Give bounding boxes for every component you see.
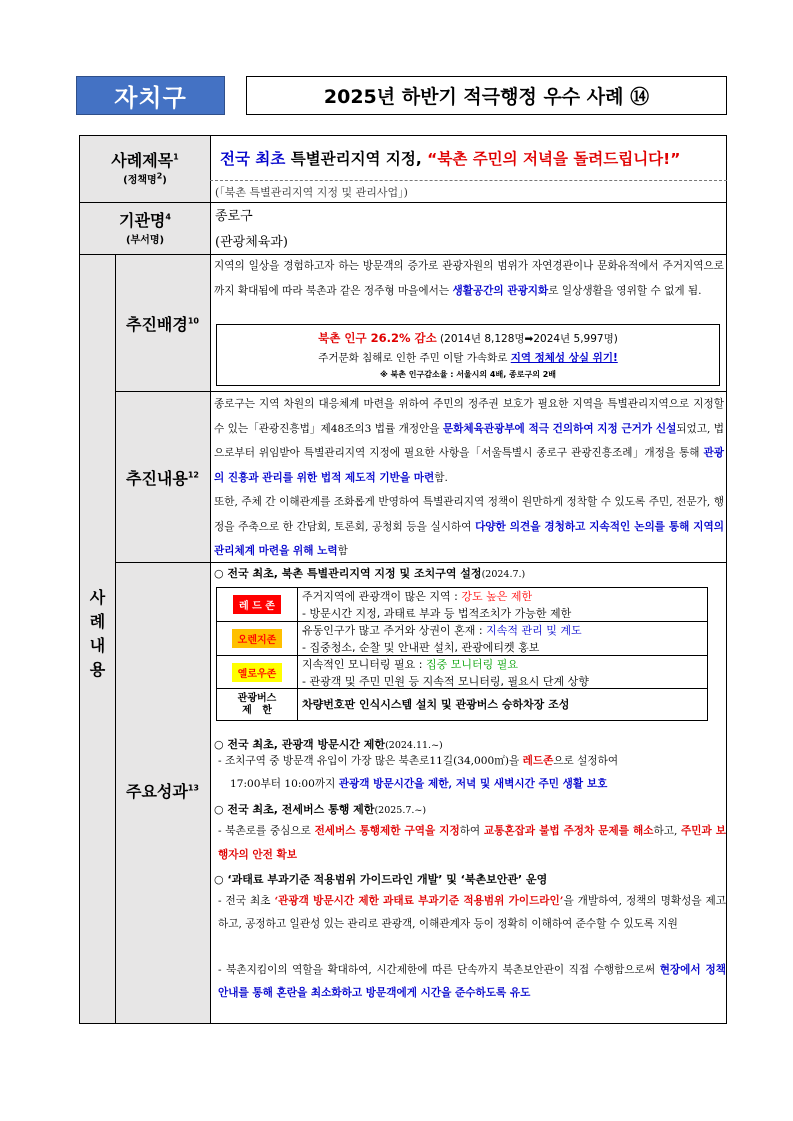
department-name: (관광체육과) [215,235,288,250]
result-text-4a: - 전국 최초 ‘관광객 방문시간 제한 과태료 부과기준 적용범위 가이드라인’을 개발하여, 정책의 명확성을 제고하고, 공정하고 일관성 있는 관리로 관광객, 이해관계자 등이 정확히 이해하여 준수할 수 있도록 지원 [218,895,726,930]
content-label: 추진내용$^{12}$ [126,469,199,488]
zone-red-tag: 레 드 존 [217,588,297,621]
agency-name: 종로구 [215,209,253,224]
content-text: 종로구는 지역 차원의 대응체계 마련을 위하여 주민의 정주권 보호가 필요한 지역을 특별관리지역으로 지정할 수 있는「관광진흥법」제48조의3 법률 개정안을 문화체육관광부에 적극 건의하여 지정 근거가 신설되었고, 법으로부터 위임받아 특별관리지역 지정에 필요한 사항을「서울특별시 종로구 관광진흥조례」개정을 통해 관광의 진흥과 관리를 위한 법적 제도적 기반을 마련함. 또한, 주체 간 이해관계를 조화롭게 반영하여 특별관리지역 정책이 원만하게 정착할 수 있도록 주민, 전문가, 행정을 주축으로 한 간담회, 토론회, 공청회 등을 실시하여 다양한 의견을 경청하고 지속적인 논의를 통해 지역의 관리체계 마련을 위해 노력함 [214,398,725,557]
result-heading-2: ○ 전국 최초, 관광객 방문시간 제한(2024.11.~) [214,738,443,751]
population-box: 북촌 인구 26.2% 감소 (2014년 8,128명➡2024년 5,997명) 주거문화 침해로 인한 주민 이탈 가속화로 지역 정체성 상실 위기! ※ 북촌 인구감소율 : 서울시의 4배, 종로구의 2배 [216,324,720,386]
result-text-2: - 조치구역 중 방문객 유입이 가장 많은 북촌로11길(34,000㎡)을 레드존으로 설정하여 17:00부터 10:00까지 관광객 방문시간을 제한, 저녁 및 새벽시간 주민 생활 보호 [218,755,619,790]
background-text: 지역의 일상을 경험하고자 하는 방문객의 증가로 관광자원의 범위가 자연경관이나 문화유적에서 주거지역으로까지 확대됨에 따라 북촌과 같은 정주형 마을에서는 생활공간의 관광지화로 일상생활을 영위할 수 없게 됨. [214,260,724,297]
zone-table [216,587,708,721]
case-title-label: 사례제목$^1$ (정책명$^2$) [111,151,179,186]
result-heading-1: ○ 전국 최초, 북촌 특별관리지역 지정 및 조치구역 설정(2024.7.) [214,567,526,580]
result-heading-3: ○ 전국 최초, 전세버스 통행 제한(2025.7.~) [214,803,427,816]
zone-bus-desc: 차량번호판 인식시스템 설치 및 관광버스 승하차장 조성 [302,698,570,711]
results-label: 주요성과$^{13}$ [126,782,199,801]
case-title: 전국 최초 특별관리지역 지정, “북촌 주민의 저녁을 돌려드립니다!” [220,150,681,168]
policy-name: (「북촌 특별관리지역 지정 및 관리사업」) [215,186,408,199]
background-label: 추진배경$^{10}$ [126,315,199,334]
zone-bus-tag: 관광버스 제 한 [237,692,277,716]
result-text-4b: - 북촌지킴이의 역할을 확대하여, 시간제한에 따른 단속까지 북촌보안관이 직접 수행함으로써 현장에서 정책 안내를 통해 혼란을 최소화하고 방문객에게 시간을 준수하도록 유도 [218,964,726,999]
zone-yellow-tag: 옐로우존 [217,656,297,688]
result-heading-4: ○ ‘과태료 부과기준 적용범위 가이드라인 개발’ 및 ‘북촌보안관’ 운영 [214,873,548,886]
section-label: 사 례 내 용 [89,588,106,679]
zone-orange-tag: 오렌지존 [217,622,297,655]
case-table [79,135,727,1024]
category-badge: 자치구 [76,76,225,115]
zone-red-desc: 주거지역에 관광객이 많은 지역 : 강도 높은 제한 - 방문시간 지정, 과태료 부과 등 법적조치가 가능한 제한 [302,590,572,620]
result-text-3: - 북촌로를 중심으로 전세버스 통행제한 구역을 지정하여 교통혼잡과 불법 주정차 문제를 해소하고, 주민과 보행자의 안전 확보 [218,825,727,861]
zone-orange-desc: 유동인구가 많고 주거와 상권이 혼재 : 지속적 관리 및 계도 - 집중청소, 순찰 및 안내판 설치, 관광에티켓 홍보 [302,624,582,654]
zone-yellow-desc: 지속적인 모니터링 필요 : 집중 모니터링 필요 - 관광객 및 주민 민원 등 지속적 모니터링, 필요시 단계 상향 [302,658,589,688]
agency-label: 기관명$^4$ (부서명) [119,211,171,246]
page-title: 2025년 하반기 적극행정 우수 사례 ⑭ [246,76,727,115]
